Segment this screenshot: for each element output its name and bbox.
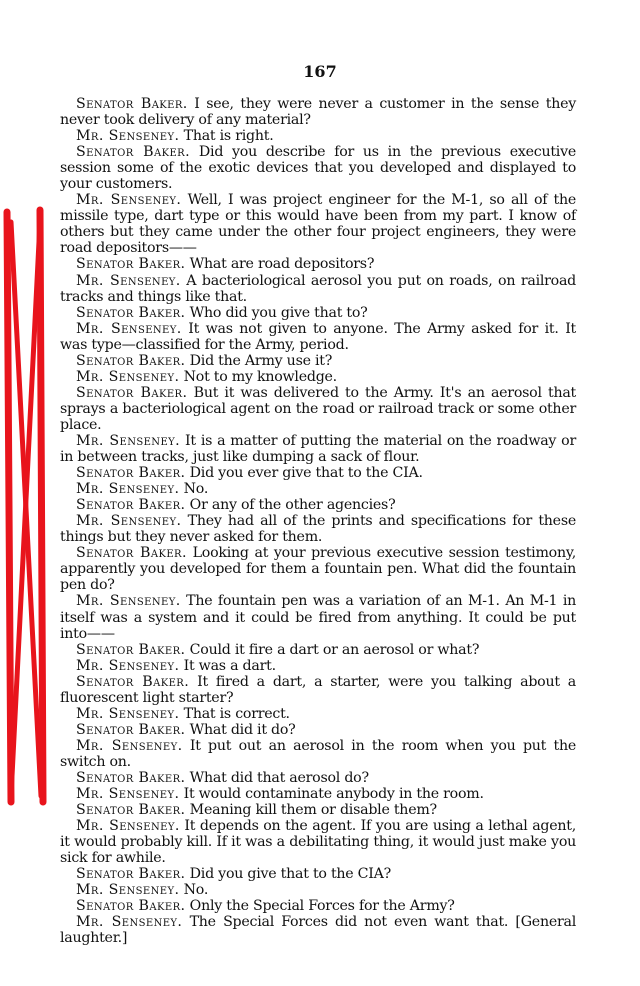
transcript-paragraph [60, 882, 576, 898]
speech-text: I see, they were never a customer in the sense they never took delivery of any material? [60, 96, 576, 129]
speaker-name: Mr. Senseney. [76, 481, 180, 498]
transcript-paragraph [60, 513, 576, 545]
transcript-paragraph [60, 642, 576, 658]
speech-text: Who did you give that to? [185, 304, 368, 321]
speaker-name: Senator Baker. [76, 144, 191, 161]
transcript-paragraph [60, 545, 576, 593]
speaker-name: Senator Baker. [76, 96, 188, 112]
transcript-paragraph [60, 353, 576, 369]
transcript-paragraph [60, 144, 576, 192]
red-mark-stroke-left [7, 212, 11, 802]
speaker-name: Senator Baker. [76, 673, 190, 690]
speaker-name: Mr. Senseney. [76, 882, 180, 899]
red-mark-stroke-right [40, 210, 43, 802]
speech-text: The Special Forces did not even want that. [General laughter.] [60, 914, 577, 947]
transcript-paragraph [60, 898, 576, 914]
speech-text: Or any of the other agencies? [185, 497, 396, 514]
speaker-name: Mr. Senseney. [76, 593, 181, 610]
transcript-paragraph [60, 96, 576, 128]
speaker-name: Mr. Senseney. [76, 320, 182, 337]
speech-text: It fired a dart, a starter, were you talking about a fluorescent light starter? [60, 673, 576, 706]
speaker-name: Mr. Senseney. [76, 192, 182, 209]
speech-text: Looking at your previous executive session testimony, apparently you developed for them a fountain pen. What did the fountain pen do? [60, 545, 576, 594]
speaker-name: Mr. Senseney. [76, 128, 180, 145]
transcript-paragraph [60, 273, 576, 305]
speech-text: Did the Army use it? [185, 352, 333, 369]
speech-text: A bacteriological aerosol you put on roads, on railroad tracks and things like that. [60, 272, 577, 305]
transcript-paragraph [60, 433, 576, 465]
transcript-paragraph [60, 866, 576, 882]
transcript-paragraph [60, 818, 576, 866]
speech-text: Did you ever give that to the CIA. [185, 465, 423, 482]
speech-text: Did you describe for us in the previous executive session some of the exotic devices that you developed and displayed to your customers. [60, 144, 576, 193]
transcript-paragraph [60, 722, 576, 738]
speech-text: Well, I was project engineer for the M-1, so all of the missile type, dart type or this would have been from my part. I know of others but they came under the other four project engineers, they were road depositors—— [60, 192, 577, 257]
speaker-name: Mr. Senseney. [76, 737, 183, 754]
speaker-name: Senator Baker. [76, 866, 186, 883]
transcript-paragraph [60, 256, 576, 272]
speaker-name: Mr. Senseney. [76, 657, 180, 674]
speaker-name: Mr. Senseney. [76, 705, 180, 722]
speech-text: What are road depositors? [185, 256, 375, 273]
speech-text: That is correct. [179, 705, 290, 722]
transcript-paragraph [60, 385, 576, 433]
speech-text: No. [179, 481, 209, 498]
speaker-name: Senator Baker. [76, 721, 186, 738]
speech-text: What did that aerosol do? [185, 769, 369, 786]
speaker-name: Senator Baker. [76, 352, 186, 369]
speech-text: Meaning kill them or disable them? [185, 802, 437, 819]
transcript-paragraph [60, 481, 576, 497]
transcript-paragraph [60, 658, 576, 674]
speaker-name: Senator Baker. [76, 384, 188, 401]
speech-text: Could it fire a dart or an aerosol or what? [185, 641, 480, 658]
speaker-name: Mr. Senseney. [76, 914, 183, 931]
speech-text: Not to my knowledge. [179, 368, 337, 385]
transcript-paragraph [60, 706, 576, 722]
speech-text: It put out an aerosol in the room when you put the switch on. [60, 737, 576, 770]
speaker-name: Mr. Senseney. [76, 368, 180, 385]
speech-text: But it was delivered to the Army. It's an aerosol that sprays a bacteriological agent on the road or railroad track or some other place. [60, 384, 576, 433]
speaker-name: Mr. Senseney. [76, 786, 180, 803]
speech-text: Did you give that to the CIA? [185, 866, 391, 883]
speech-text: It was not given to anyone. The Army asked for it. It was type—classified for the Army, period. [60, 320, 577, 353]
transcript-paragraph [60, 770, 576, 786]
speaker-name: Senator Baker. [76, 641, 186, 658]
speaker-name: Senator Baker. [76, 304, 186, 321]
transcript-paragraph [60, 593, 576, 641]
speech-text: What did it do? [185, 721, 296, 738]
speaker-name: Senator Baker. [76, 898, 186, 915]
speaker-name: Senator Baker. [76, 465, 186, 482]
speech-text: It depends on the agent. If you are using a lethal agent, it would probably kill. If it was a debilitating thing, it would just make you sick for awhile. [60, 818, 577, 867]
transcript-paragraph [60, 369, 576, 385]
speaker-name: Mr. Senseney. [76, 513, 182, 530]
speech-text: That is right. [179, 128, 274, 145]
hearing-transcript [60, 96, 576, 946]
transcript-paragraph [60, 321, 576, 353]
speaker-name: Senator Baker. [76, 769, 186, 786]
speaker-name: Mr. Senseney. [76, 432, 181, 449]
transcript-paragraph [60, 497, 576, 513]
speech-text: It would contaminate anybody in the room. [179, 786, 484, 803]
transcript-paragraph [60, 738, 576, 770]
speech-text: They had all of the prints and specifications for these things but they never asked for them. [60, 513, 576, 546]
speaker-name: Senator Baker. [76, 802, 186, 819]
transcript-paragraph [60, 465, 576, 481]
speaker-name: Mr. Senseney. [76, 272, 181, 289]
speaker-name: Senator Baker. [76, 256, 186, 273]
transcript-paragraph [60, 786, 576, 802]
transcript-paragraph [60, 128, 576, 144]
speech-text: Only the Special Forces for the Army? [185, 898, 455, 915]
speech-text: No. [179, 882, 209, 899]
transcript-paragraph [60, 914, 576, 946]
speaker-name: Senator Baker. [76, 545, 187, 562]
speech-text: It was a dart. [179, 657, 276, 674]
transcript-paragraph [60, 674, 576, 706]
page-number: 167 [303, 62, 337, 81]
speaker-name: Mr. Senseney. [76, 818, 180, 835]
transcript-paragraph [60, 192, 576, 256]
speech-text: It is a matter of putting the material on the roadway or in between tracks, just like dumping a sack of flour. [60, 432, 576, 466]
speech-text: The fountain pen was a variation of an M-1. An M-1 in itself was a system and it could be fired from anything. It could be put into—— [60, 593, 577, 642]
transcript-paragraph [60, 802, 576, 818]
transcript-paragraph [60, 305, 576, 321]
speaker-name: Senator Baker. [76, 497, 186, 514]
